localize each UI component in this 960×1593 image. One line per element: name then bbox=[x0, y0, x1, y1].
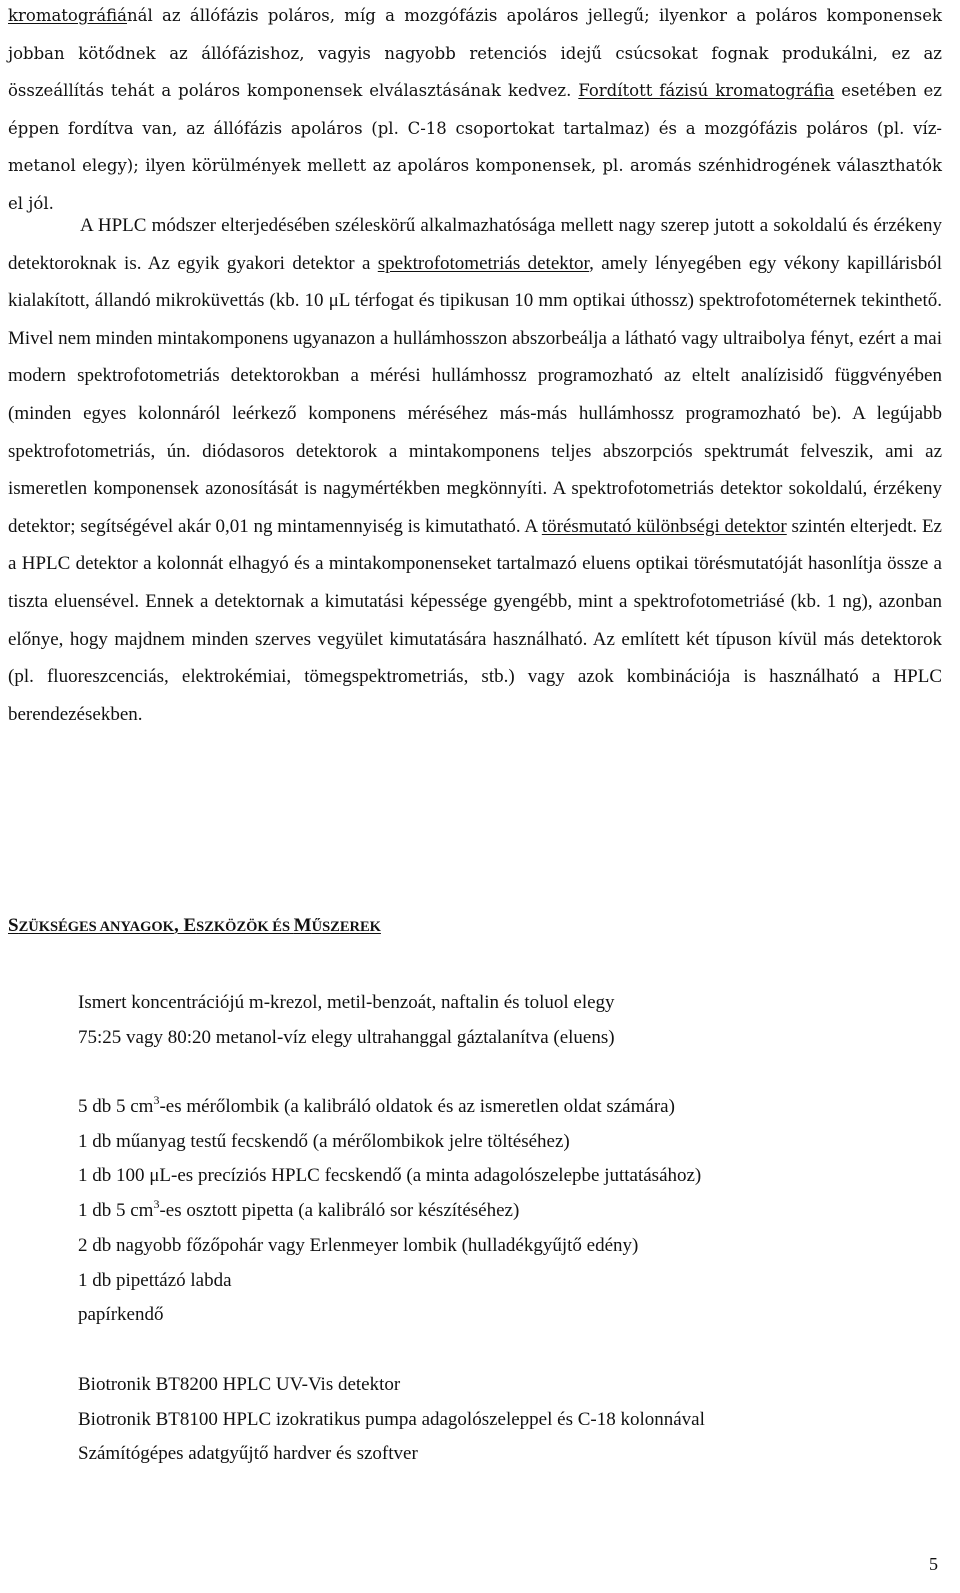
heading-part: S bbox=[8, 915, 19, 936]
list-item bbox=[78, 1090, 938, 1125]
paragraph-detectors bbox=[8, 207, 942, 733]
list-item: Ismert koncentrációjú m-krezol, metil-benzoát, naftalin és toluol elegy bbox=[78, 992, 615, 1013]
list-item: 1 db pipettázó labda bbox=[78, 1269, 232, 1291]
link-spektrofotometrias-detektor[interactable]: spektrofotometriás detektor bbox=[377, 252, 590, 274]
paragraph-text: A HPLC módszer elterjedésében széleskörű alkalmazhatósága mellett nagy szerep jutott a sokoldalú és érzékeny detektoroknak is. Az egyik gyakori detektor a bbox=[8, 215, 942, 274]
link-forditott-fazisu[interactable]: Fordított fázisú kromatográfia bbox=[578, 81, 835, 101]
list-item: papírkendő bbox=[78, 1304, 164, 1326]
list-item-text: 5 db 5 cm bbox=[78, 1096, 154, 1117]
list-item: Számítógépes adatgyűjtő hardver és szoftver bbox=[78, 1443, 418, 1465]
list-item: Biotronik BT8100 HPLC izokratikus pumpa adagolószeleppel és C-18 kolonnával bbox=[78, 1408, 705, 1430]
materials-list bbox=[78, 986, 938, 1055]
list-item-text: -es mérőlombik (a kalibráló oldatok és az ismeretlen oldat számára) bbox=[159, 1096, 675, 1117]
list-item-text: 1 db 5 cm bbox=[78, 1200, 154, 1222]
link-kromatografia[interactable]: kromatográfiá bbox=[8, 6, 127, 25]
superscript: 3 bbox=[153, 1197, 160, 1212]
section-heading bbox=[8, 915, 381, 937]
paragraph-text: szintén elterjedt. Ez a HPLC detektor a kolonnát elhagyó és a mintakomponenseket tartalmazó eluens optikai törésmutatóját hasonlítja össze a tiszta eluensével. Ennek a detektornak a kimutatási képessége gyengébb, mint a spektrofotometriásé (kb. 1 ng), azonban előnye, hogy majdnem minden szerves vegyület kimutatására használható. Az említett két típuson kívül más detektorok (pl. fluoreszcenciás, elektrokémiai, tömegspektrometriás, stb.) vagy azok kombinációja is használható a HPLC berendezésekben. bbox=[8, 515, 942, 725]
paragraph-text: nál az állófázis poláros, míg a mozgófázis apoláros jellegű; ilyenkor a poláros komponensek jobban kötődnek az állófázishoz, vagyis nagyobb retenciós idejű csúcsokat fognak produkálni, ez az összeállítás tehát a poláros komponensek elválasztásának kedvez. bbox=[8, 6, 942, 101]
tools-list bbox=[78, 1090, 938, 1333]
list-item-text: -es osztott pipetta (a kalibráló sor készítéséhez) bbox=[159, 1200, 520, 1222]
list-item: 75:25 vagy 80:20 metanol-víz elegy ultrahanggal gáztalanítva (eluens) bbox=[78, 1026, 615, 1048]
list-item: 1 db 100 μL-es precíziós HPLC fecskendő (a minta adagolószelepbe juttatásához) bbox=[78, 1165, 702, 1187]
heading-part: ZÜKSÉGES ANYAGOK bbox=[18, 919, 174, 935]
heading-part: SZKÖZÖK ÉS bbox=[196, 919, 294, 935]
list-item bbox=[78, 1194, 938, 1229]
page-number: 5 bbox=[929, 1554, 938, 1574]
paragraph-phase-types bbox=[8, 0, 942, 223]
instruments-list bbox=[78, 1368, 938, 1472]
paragraph-text: , amely lényegében egy vékony kapillárisból kialakított, állandó mikroküvettás (kb. 10 μL térfogat és tipikusan 10 mm optikai úthossz) spektrofotométernek tekinthető. Mivel nem minden mintakomponens ugyanazon a hullámhosszon abszorbeálja a látható vagy ultraibolya fényt, ezért a mai modern spektrofotometriás detektorokban a mérési hullámhossz programozható az eltelt analízisidő függvényében (minden egyes kolonnáról leérkező komponens méréséhez más-más hullámhossz programozható be). A legújabb spektrofotometriás, ún. diódasoros detektorok a mintakomponens teljes abszorpciós spektrumát felveszik, ami az ismeretlen komponensek azonosítását is nagymértékben megkönnyíti. A spektrofotometriás detektor sokoldalú, érzékeny detektor; segítségével akár 0,01 ng mintamennyiség is kimutatható. A bbox=[8, 252, 942, 537]
heading-part: M bbox=[293, 915, 312, 936]
superscript: 3 bbox=[153, 1093, 160, 1107]
link-toresmutato-detektor[interactable]: törésmutató különbségi detektor bbox=[541, 515, 787, 537]
list-item: Biotronik BT8200 HPLC UV-Vis detektor bbox=[78, 1374, 401, 1395]
paragraph-text: esetében ez éppen fordítva van, az állófázis apoláros (pl. C-18 csoportokat tartalmaz) és a mozgófázis poláros (pl. víz-metanol elegy); ilyen körülmények mellett az apoláros komponensek, pl. aromás szénhidrogének választhatók el jól. bbox=[8, 81, 942, 213]
list-item: 1 db műanyag testű fecskendő (a mérőlombikok jelre töltéséhez) bbox=[78, 1130, 570, 1152]
list-item: 2 db nagyobb főzőpohár vagy Erlenmeyer lombik (hulladékgyűjtő edény) bbox=[78, 1234, 639, 1256]
heading-part: , E bbox=[173, 915, 197, 936]
heading-part: ŰSZEREK bbox=[311, 919, 381, 935]
